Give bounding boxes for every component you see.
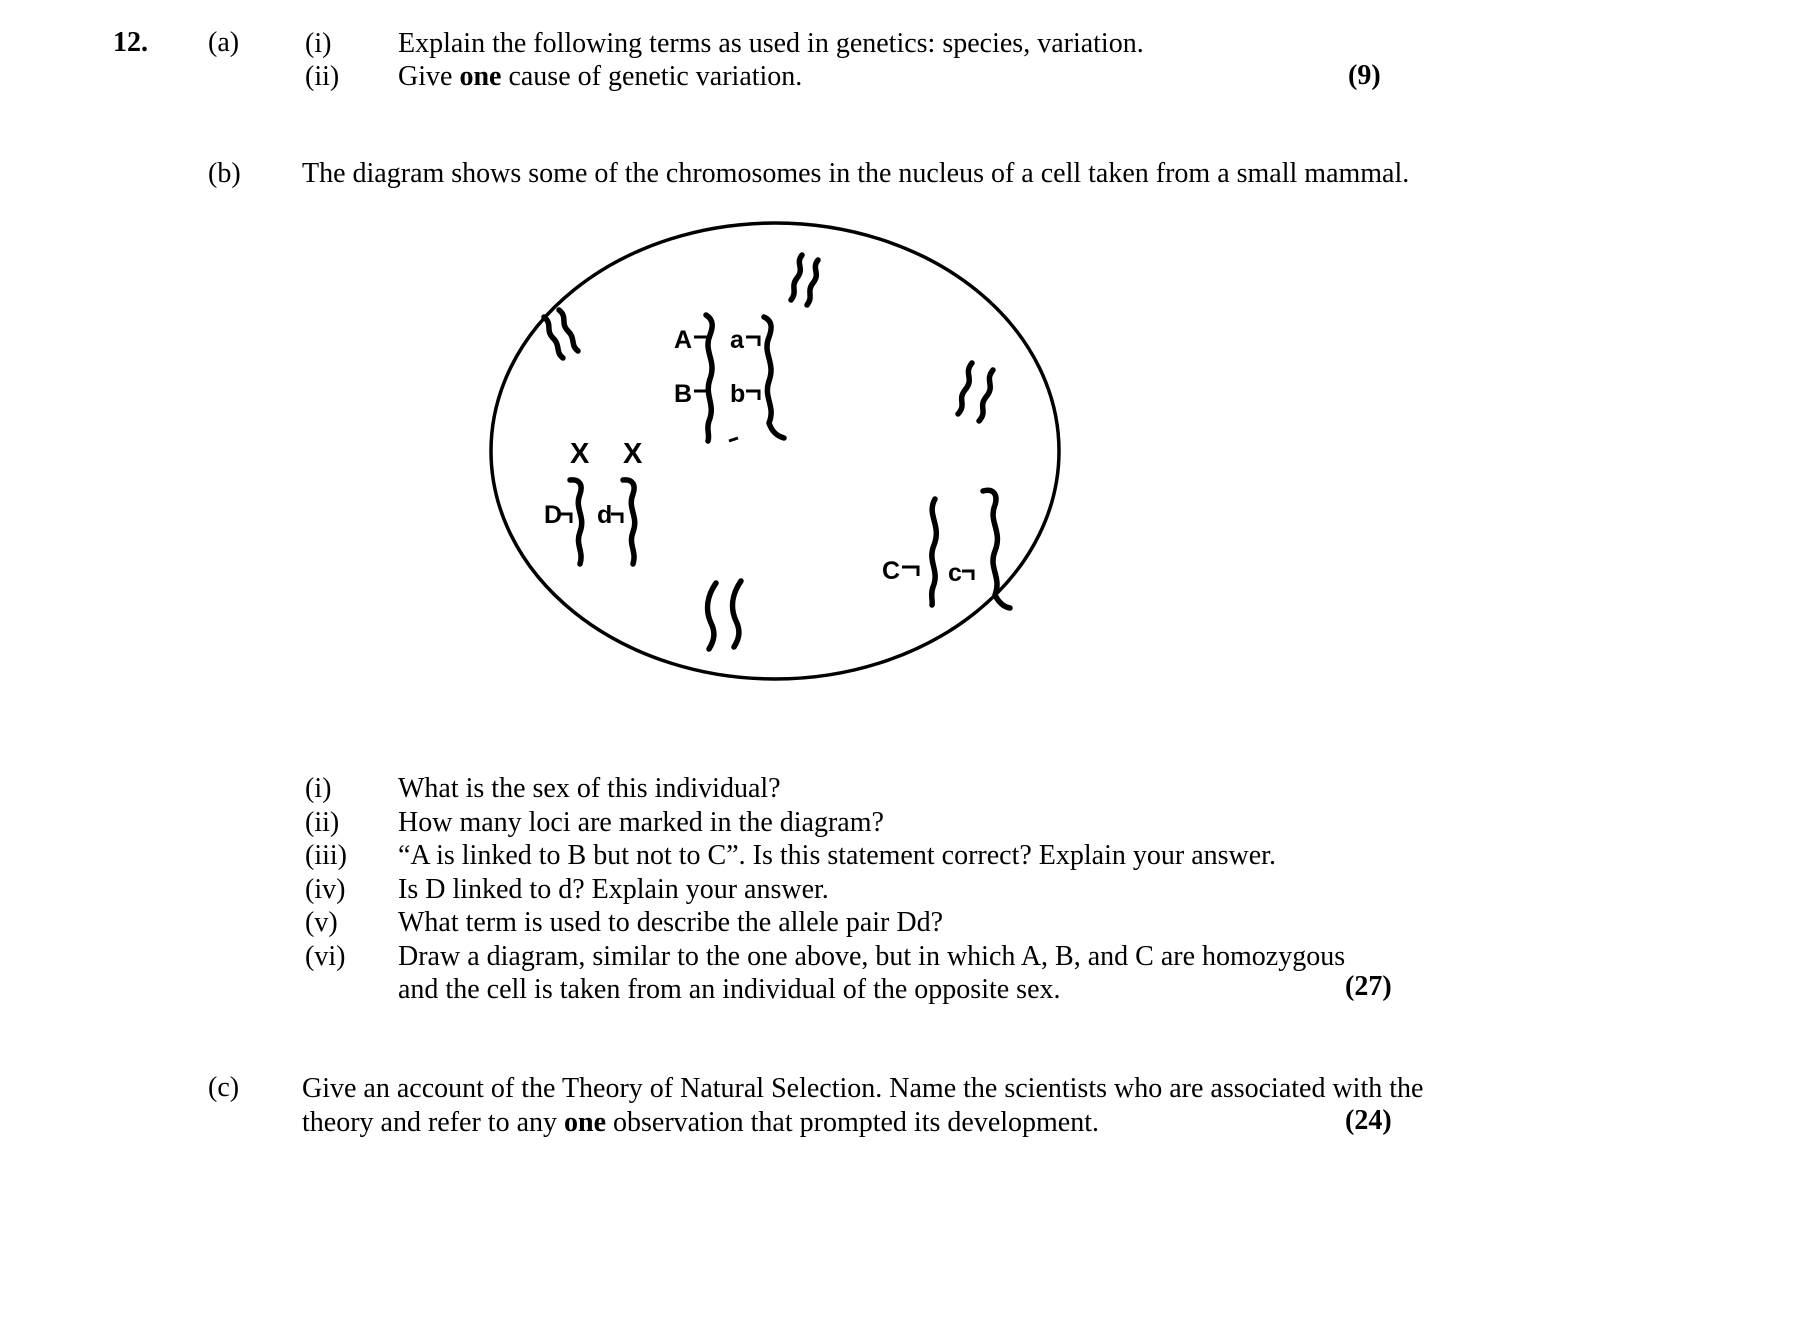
chromosome-AB — [706, 315, 712, 441]
chromosome-pair-AB — [674, 315, 784, 441]
sub-question-number: (iv) — [305, 873, 346, 905]
part-a-ii-text — [398, 60, 1315, 93]
part-b-subquestions — [305, 772, 1388, 1007]
locus-label-C: C — [882, 557, 901, 585]
locus-tick-c — [962, 571, 973, 580]
sub-question-text: Is D linked to d? Explain your answer. — [398, 873, 829, 905]
sub-question-text: How many loci are marked in the diagram? — [398, 806, 884, 838]
question-number: 12. — [113, 27, 148, 58]
sub-question-text: What term is used to describe the allele pair Dd? — [398, 907, 944, 938]
sex-chromosome-label-x2: X — [623, 438, 643, 470]
chromosome-pair-bottom — [708, 581, 741, 649]
sub-question-number: (ii) — [305, 806, 340, 838]
locus-label-A: A — [674, 326, 693, 354]
chromosome — [958, 363, 972, 414]
locus-label-b: b — [730, 380, 746, 408]
sub-question-text: “A is linked to B but not to C”. Is this statement correct? Explain your answer. — [398, 840, 1276, 871]
chromosome — [544, 317, 563, 358]
locus-label-D: D — [544, 501, 563, 529]
chromosome — [979, 370, 993, 421]
part-b-intro: The diagram shows some of the chromosomes in the nucleus of a cell taken from a small mammal. — [302, 158, 1410, 189]
sub-question-number: (v) — [305, 907, 338, 938]
small-tick — [729, 438, 738, 441]
part-b-label: (b) — [208, 158, 241, 189]
chromosome-X-d — [623, 480, 635, 564]
part-c-label: (c) — [208, 1072, 240, 1103]
chromosome — [708, 583, 716, 649]
sub-question-number: (i) — [305, 773, 332, 804]
chromosome-pair-XX-Dd — [544, 438, 643, 564]
sub-question-number: (iii) — [305, 840, 347, 871]
sub-question-text: What is the sex of this individual? — [398, 773, 781, 804]
chromosome-pair-top — [791, 255, 818, 305]
part-a-label: (a) — [208, 27, 240, 58]
sub-question-number: (vi) — [305, 940, 346, 972]
part-b-marks: (27) — [1345, 971, 1392, 1002]
locus-label-c: c — [948, 559, 962, 587]
locus-tick-d — [611, 514, 622, 523]
chromosome-pair-right — [958, 363, 993, 421]
chromosome-pair-Cc — [882, 490, 1010, 608]
chromosome-C — [932, 499, 937, 605]
locus-tick-C — [902, 567, 918, 576]
chromosome — [559, 310, 578, 351]
locus-label-B: B — [674, 380, 693, 408]
sex-chromosome-label-x1: X — [570, 438, 590, 470]
locus-tick-a — [746, 337, 759, 346]
part-c-text — [302, 1072, 1472, 1139]
part-a-marks: (9) — [1348, 60, 1381, 91]
part-c-text-pre: Give an account of the Theory of Natural Selection. Name the scientists who are associated with the theory and refer to any — [302, 1073, 1424, 1138]
chromosome — [807, 260, 818, 305]
chromosome-c — [983, 490, 1010, 608]
part-a-body — [305, 27, 1315, 93]
part-c-marks: (24) — [1345, 1105, 1392, 1136]
chromosome-pair-upper-left — [544, 310, 578, 358]
part-c-text-bold: one — [564, 1106, 606, 1138]
chromosome — [791, 255, 802, 300]
sub-question-text: Draw a diagram, similar to the one above, but in which A, B, and C are homozygous and the cell is taken from an individual of the opposite sex. — [398, 940, 1346, 1005]
locus-label-a: a — [730, 326, 744, 354]
part-a-ii-number: (ii) — [305, 61, 340, 92]
part-a-ii-text-post: cause of genetic variation. — [501, 61, 803, 92]
part-a-i-number: (i) — [305, 28, 332, 59]
chromosome — [733, 581, 741, 647]
locus-label-d: d — [597, 501, 613, 529]
part-a-ii-text-pre: Give — [398, 61, 460, 92]
part-c-text-post: observation that prompted its development. — [606, 1106, 1100, 1138]
chromosome-ab — [764, 317, 784, 438]
part-a-ii-text-bold: one — [459, 61, 502, 92]
part-a-i-text: Explain the following terms as used in genetics: species, variation. — [398, 28, 1144, 59]
cell-chromosome-diagram — [480, 215, 1080, 695]
locus-tick-b — [746, 391, 759, 400]
